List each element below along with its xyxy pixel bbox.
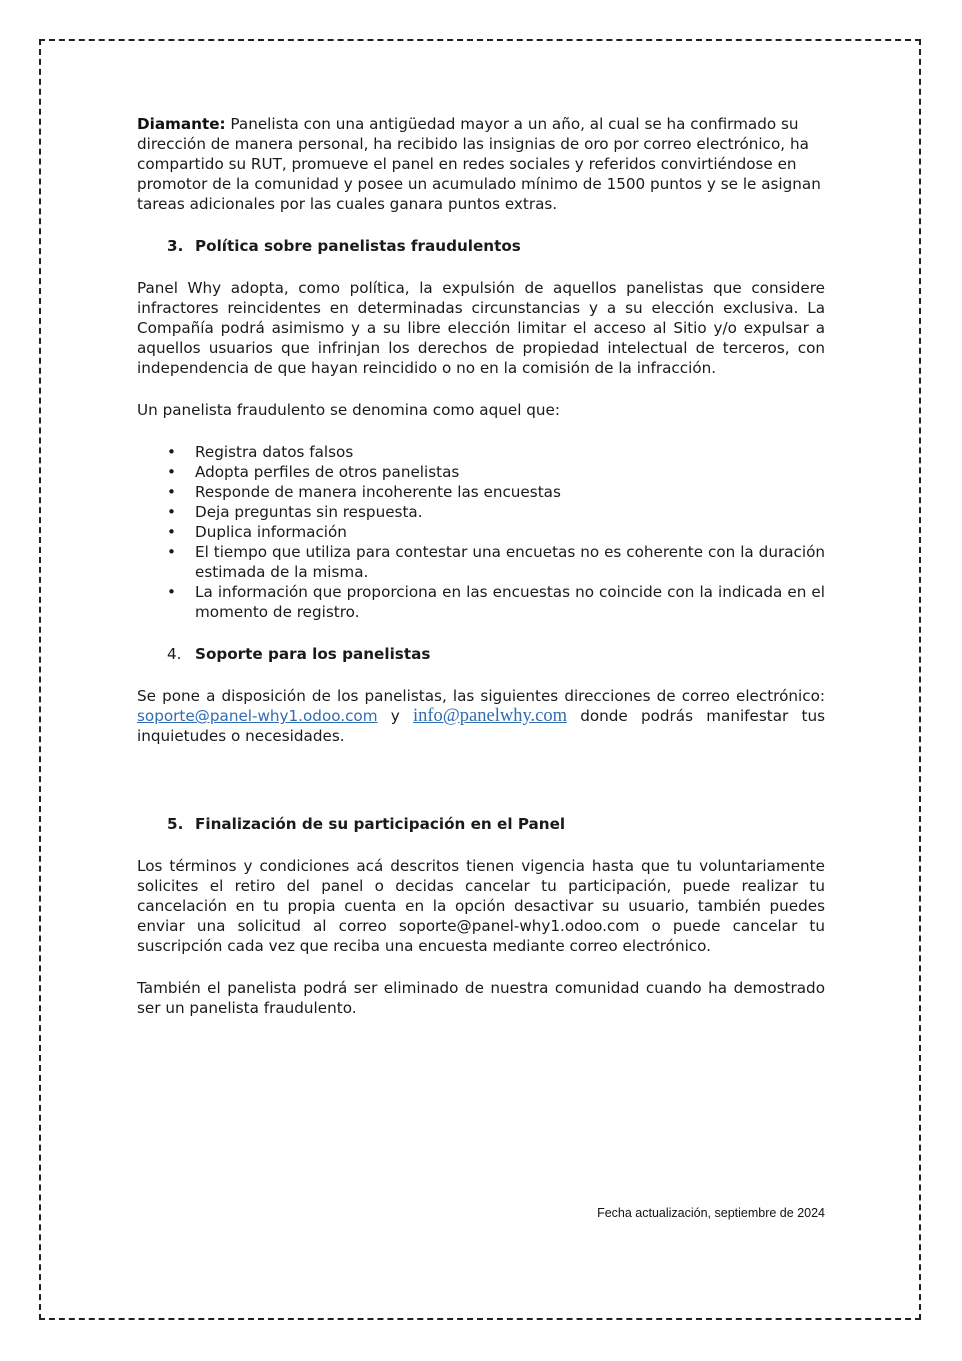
section-3-heading [137, 236, 825, 256]
list-item: • Duplica información [137, 522, 825, 542]
fraud-criteria-list [137, 442, 825, 622]
section-5-number: 5. [167, 815, 184, 833]
support-conjunction: y [377, 707, 413, 725]
support-intro: Se pone a disposición de los panelistas, las siguientes direcciones de correo electrónico: [137, 687, 825, 705]
section-3-paragraph-2: Un panelista fraudulento se denomina como aquel que: [137, 401, 560, 419]
list-item: • Deja preguntas sin respuesta. [137, 502, 825, 522]
support-email-link[interactable]: soporte@panel-why1.odoo.com [137, 707, 378, 725]
section-5-heading [137, 814, 825, 834]
diamante-text: Panelista con una antigüedad mayor a un año, al cual se ha confirmado su dirección de manera personal, ha recibido las insignias de oro por correo electrónico, ha compartido su RUT, promueve el panel en redes sociales y referidos convirtiéndose en promotor de la comunidad y posee un acumulado mínimo de 1500 puntos y se le asignan tareas adicionales por las cuales ganara puntos extras. [137, 115, 821, 213]
section-4-number: 4. [167, 645, 182, 663]
section-4-heading [137, 644, 825, 664]
support-outro: donde podrás manifestar tus inquietudes o necesidades. [137, 707, 825, 745]
section-3-title: Política sobre panelistas fraudulentos [195, 237, 521, 255]
section-5-paragraph-1: Los términos y condiciones acá descritos tienen vigencia hasta que tu voluntariamente solicites el retiro del panel o decidas cancelar tu participación, puede realizar tu cancelación en tu propia cuenta en la opción desactivar su usuario, también puedes enviar una solicitud al correo soporte@panel-why1.odoo.com o puede cancelar tu suscripción cada vez que reciba una encuesta mediante correo electrónico. [137, 857, 825, 955]
document-body [137, 114, 825, 1018]
section-3-number: 3. [167, 237, 184, 255]
list-item: • La información que proporciona en las encuestas no coincide con la indicada en el momento de registro. [137, 582, 825, 622]
list-item: • El tiempo que utiliza para contestar una encuetas no es coherente con la duración estimada de la misma. [137, 542, 825, 582]
diamante-term: Diamante: [137, 115, 226, 133]
list-item: • Registra datos falsos [137, 442, 825, 462]
section-3-paragraph-1: Panel Why adopta, como política, la expulsión de aquellos panelistas que considere infractores reincidentes en determinadas circunstancias y a su elección exclusiva. La Compañía podrá asimismo y a su libre elección limitar el acceso al Sitio y/o expulsar a aquellos usuarios que infrinjan los derechos de propiedad intelectual de terceros, con independencia de que hayan reincidido o no en la comisión de la infracción. [137, 279, 825, 377]
diamante-paragraph [137, 114, 825, 214]
list-item: • Adopta perfiles de otros panelistas [137, 462, 825, 482]
section-5-title: Finalización de su participación en el Panel [195, 815, 566, 833]
section-5-paragraph-2: También el panelista podrá ser eliminado de nuestra comunidad cuando ha demostrado ser un panelista fraudulento. [137, 979, 825, 1017]
support-paragraph [137, 686, 825, 746]
section-4-title: Soporte para los panelistas [195, 645, 431, 663]
list-item: • Responde de manera incoherente las encuestas [137, 482, 825, 502]
update-date-footer: Fecha actualización, septiembre de 2024 [597, 1206, 825, 1220]
info-email-link[interactable]: info@panelwhy.com [412, 706, 567, 726]
